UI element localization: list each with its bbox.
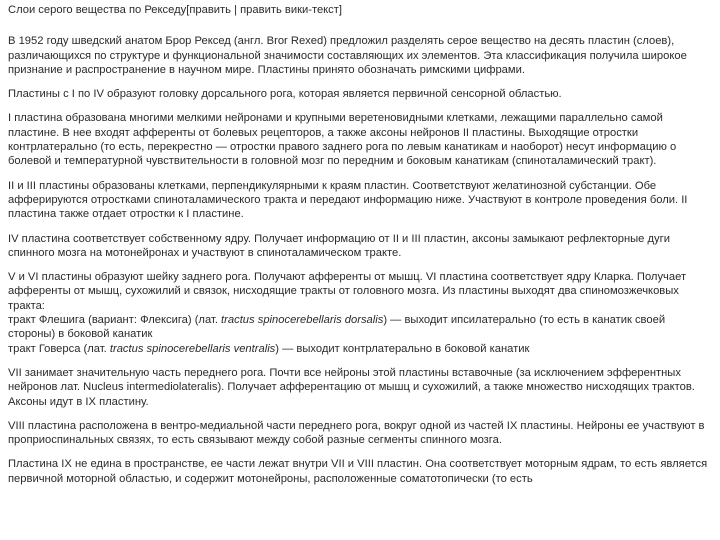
paragraph-lamina-iv: IV пластина соответствует собственному ядру. Получает информацию от II и III пластин, аксоны замыкают рефлекторные дуги спинного мозга на мотонейронах и участвуют в спиноталамическом тракте. bbox=[8, 232, 670, 259]
tract-gowers-latin: tractus spinocerebellaris ventralis bbox=[109, 342, 276, 355]
paragraph-laminae-ii-iii: II и III пластины образованы клетками, перпендикулярными к краям пластин. Соответствуют желатинозной субстанции. Обе афферируются отростками спиноталамического тракта и передают информацию ниже. Участвуют в контроле проведения боли. II пластина также отдает отростки к I пластине. bbox=[8, 179, 688, 221]
tract-flechsig-suffix: ) — выходит ипсилатерально (то есть в канатик своей стороны) в боковой канатик bbox=[8, 314, 666, 341]
paragraph-lamina-vii: VII занимает значительную часть переднего рога. Почти все нейроны этой пластины вставочные (за исключением эфферентных нейронов лат. Nucleus intermediolateralis). Получает афферентацию от мышц и сухожилий, а также множество нисходящих трактов. Аксоны идут в IX пластину. bbox=[8, 366, 695, 408]
tract-gowers-suffix: ) — выходит контрлатерально в боковой канатик bbox=[275, 342, 530, 355]
tract-flechsig bbox=[8, 313, 712, 342]
edit-separator: | bbox=[231, 4, 241, 16]
tract-flechsig-prefix: тракт Флешига (вариант: Флексига) (лат. bbox=[8, 314, 222, 327]
paragraph-rexed-intro: В 1952 году шведский анатом Брор Рексед (англ. Bror Rexed) предложил разделять серое вещество на десять пластин (слоев), различающихся по структуре и функциональной значимости составляющих их элементов. Эта классификация получила широкое признание и распространение в научном мире. Пластины принято обозначать римскими цифрами. bbox=[8, 35, 687, 76]
section-title: Слои серого вещества по Рекседу bbox=[8, 4, 187, 16]
section-heading bbox=[8, 3, 712, 17]
paragraph-lamina-ix: Пластина IX не едина в пространстве, ее части лежат внутри VII и VIII пластин. Она соответствует моторным ядрам, то есть является первичной моторной областью, и содержит мотонейроны, расположенные соматотопически (то есть bbox=[8, 458, 708, 485]
paragraph-lamina-viii: VIII пластина расположена в вентро-медиальной части переднего рога, вокруг одной из частей IX пластины. Нейроны ее участвуют в проприоспинальных связях, то есть связывают между собой разные сегменты спинного мозга. bbox=[8, 419, 705, 447]
laminae-v-vi-text: V и VI пластины образуют шейку заднего рога. Получают афференты от мышц. VI пластина соответствует ядру Кларка. Получает афференты от мышц, сухожилий и связок, нисходящие тракты от головного мозга. Из пластины выходят два спиномозжечковых тракта: bbox=[8, 271, 687, 312]
tract-gowers-prefix: тракт Говерса (лат. bbox=[8, 342, 110, 355]
edit-bracket-open: [ bbox=[186, 4, 190, 16]
tract-gowers bbox=[8, 342, 712, 356]
edit-wiki-text-link[interactable]: править вики-текст bbox=[240, 4, 339, 16]
tract-flechsig-latin: tractus spinocerebellaris dorsalis bbox=[221, 314, 384, 327]
paragraph-laminae-i-iv: Пластины с I по IV образуют головку дорсального рога, которая является первичной сенсорной областью. bbox=[8, 88, 562, 101]
paragraph-laminae-v-vi bbox=[8, 270, 712, 356]
edit-bracket-close: ] bbox=[338, 4, 343, 16]
paragraph-lamina-i: I пластина образована многими мелкими нейронами и крупными веретеновидными клетками, лежащими параллельно самой пластине. В нее входят афференты от болевых рецепторов, а также аксоны нейронов II пластины. Выходящие отростки контрлатерально (то есть, перекрестно — отростки правого заднего рога по левым канатикам и наоборот) несут информацию о болевой и температурной чувствительности в головной мозг по передним и боковым канатикам (спиноталамический тракт). bbox=[8, 112, 677, 168]
edit-link[interactable]: править bbox=[189, 4, 231, 16]
